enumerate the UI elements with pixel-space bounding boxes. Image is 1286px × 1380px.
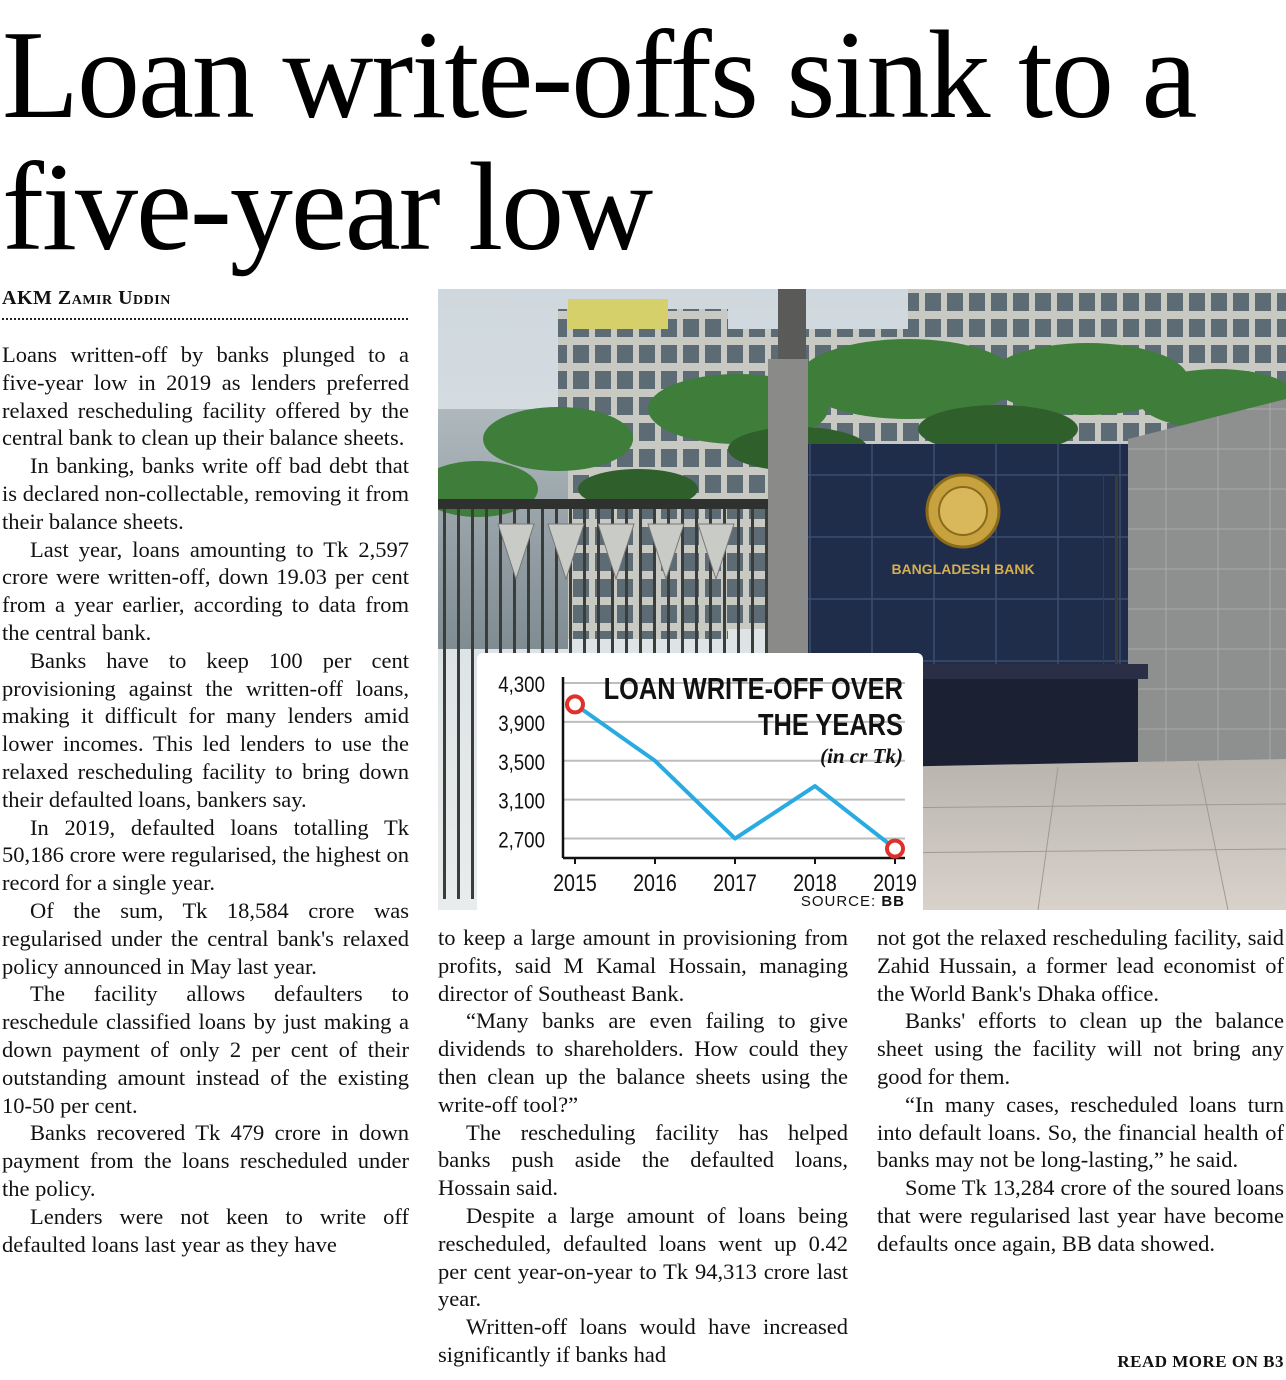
y-tick-label: 3,900 xyxy=(498,712,545,737)
headline: Loan write-offs sink to a five-year low xyxy=(2,6,1196,277)
x-tick-label: 2018 xyxy=(793,869,837,897)
y-axis-ticks xyxy=(498,674,545,853)
paragraph: Despite a large amount of loans being rescheduled, defaulted loans went up 0.42 per cent year-on-year to Tk 94,313 crore last year. xyxy=(438,1202,848,1312)
x-tick-label: 2019 xyxy=(873,869,917,897)
x-axis-ticks xyxy=(553,858,917,896)
paragraph: Loans written-off by banks plunged to a five-year low in 2019 as lenders preferred relaxed rescheduling facility offered by the central bank to clean up their balance sheets. xyxy=(2,342,409,451)
paragraph: In 2019, defaulted loans totalling Tk 50,186 crore were regularised, the highest on record for a single year. xyxy=(2,814,409,896)
byline: AKM Zamir Uddin xyxy=(2,287,171,309)
paragraph: In banking, banks write off bad debt that is declared non-collectable, removing it from their balance sheets. xyxy=(2,453,409,534)
paragraph: Banks recovered Tk 479 crore in down payment from the loans rescheduled under the policy. xyxy=(2,1120,409,1201)
paragraph: Banks' efforts to clean up the balance sheet using the facility will not bring any good for them. xyxy=(877,1008,1284,1089)
y-tick-label: 3,500 xyxy=(498,751,545,776)
article-column-1 xyxy=(2,341,409,1258)
paragraph: The rescheduling facility has helped banks push aside the defaulted loans, Hossain said. xyxy=(438,1119,848,1201)
chart-unit: (in cr Tk) xyxy=(820,744,903,768)
chart-title: LOAN WRITE-OFF OVER THE YEARS xyxy=(603,671,903,742)
x-tick-label: 2015 xyxy=(553,869,597,897)
chart-panel xyxy=(477,653,923,915)
x-tick-label: 2017 xyxy=(713,869,757,897)
byline-divider xyxy=(2,318,408,320)
paragraph: “Many banks are even failing to give dividends to shareholders. How could they then clean up the balance sheets using the write-off tool?” xyxy=(438,1008,848,1117)
chart-source xyxy=(801,893,905,910)
y-tick-label: 4,300 xyxy=(498,673,545,698)
read-more-link[interactable]: READ MORE ON B3 xyxy=(1117,1352,1284,1371)
chart-source-value: BB xyxy=(881,893,905,910)
chart-source-label: SOURCE: xyxy=(800,893,877,910)
paragraph: Some Tk 13,284 crore of the soured loans that were regularised last year have become defaults once again, BB data showed. xyxy=(877,1175,1284,1256)
article-column-3 xyxy=(877,924,1284,1258)
article-column-2 xyxy=(438,924,848,1369)
paragraph: Of the sum, Tk 18,584 crore was regularised under the central bank's relaxed policy announced in May last year. xyxy=(2,897,409,979)
x-tick-label: 2016 xyxy=(633,869,677,897)
paragraph: Banks have to keep 100 per cent provisioning against the written-off loans, making it difficult for many lenders amid lower incomes. This led lenders to use the relaxed rescheduling facility to bring down their defaulted loans, bankers say. xyxy=(2,647,409,812)
paragraph: Written-off loans would have increased significantly if banks had xyxy=(438,1314,848,1367)
paragraph: not got the relaxed rescheduling facility, said Zahid Hussain, a former lead economist of the World Bank's Dhaka office. xyxy=(877,925,1284,1006)
paragraph: Last year, loans amounting to Tk 2,597 crore were written-off, down 19.03 per cent from a year earlier, according to data from the central bank. xyxy=(2,536,409,645)
y-tick-label: 2,700 xyxy=(498,829,545,853)
y-tick-label: 3,100 xyxy=(498,790,545,815)
paragraph: “In many cases, rescheduled loans turn into default loans. So, the financial health of banks may not be long-lasting,” he said. xyxy=(877,1091,1284,1173)
paragraph: The facility allows defaulters to reschedule classified loans by just making a down payment of only 2 per cent of their outstanding amount instead of the existing 10-50 per cent. xyxy=(2,981,409,1118)
paragraph: to keep a large amount in provisioning from profits, said M Kamal Hossain, managing director of Southeast Bank. xyxy=(438,925,848,1006)
data-point-marker xyxy=(887,841,903,857)
sign-text: BANGLADESH BANK xyxy=(891,561,1035,577)
paragraph: Lenders were not keen to write off defaulted loans last year as they have xyxy=(2,1203,409,1257)
